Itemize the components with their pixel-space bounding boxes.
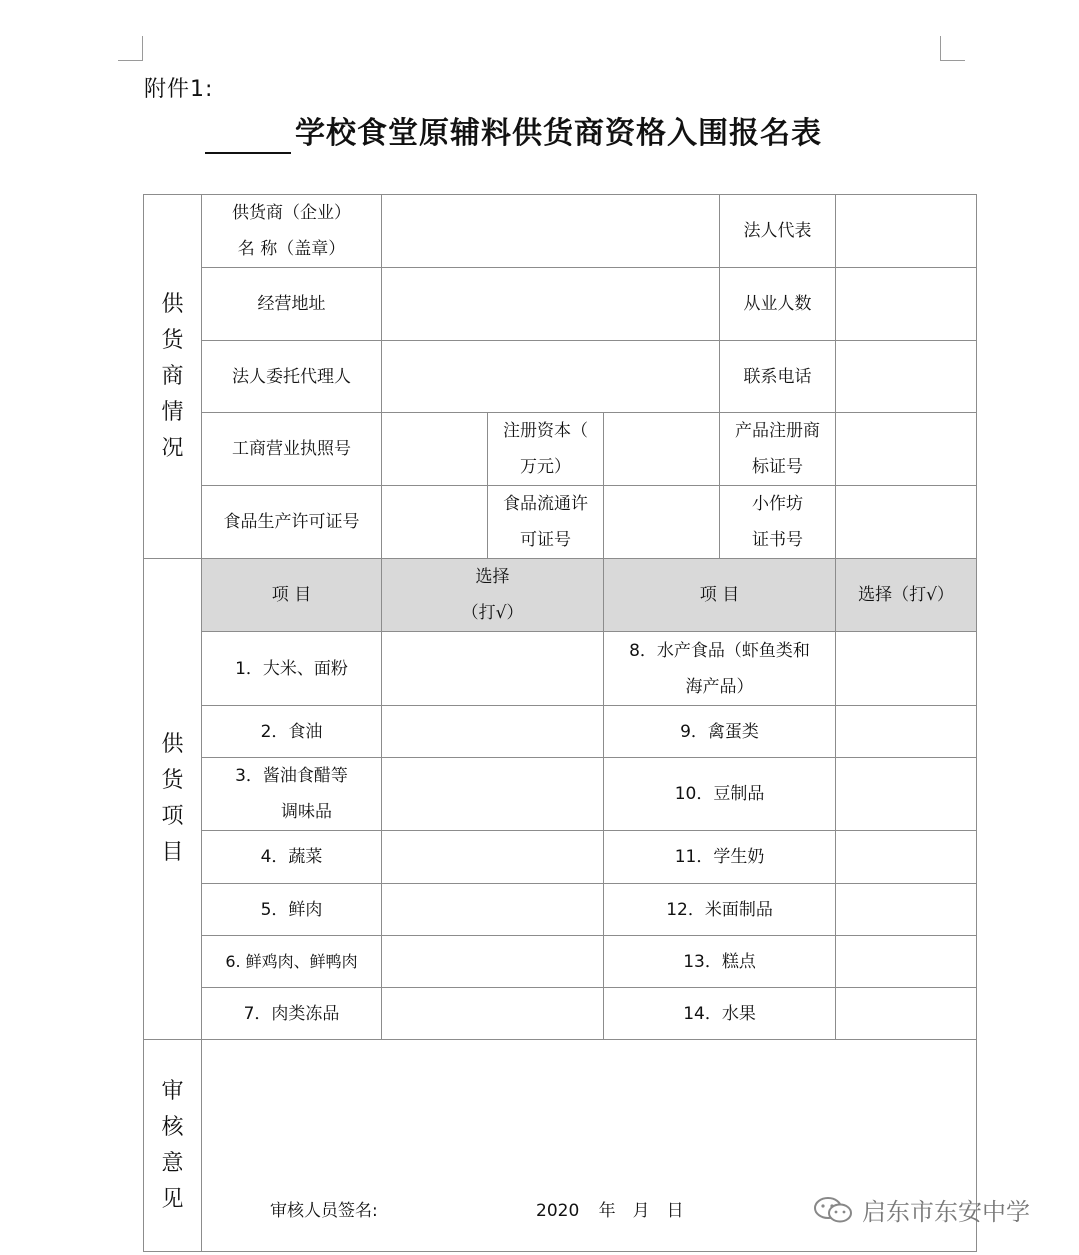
column-header-item: 项 目 [202, 559, 382, 632]
column-header-item-2: 项 目 [604, 559, 836, 632]
workshop-cert-field[interactable] [836, 486, 977, 559]
agent-label: 法人委托代理人 [202, 341, 382, 413]
item-label: 4．蔬菜 [202, 831, 382, 884]
title-row [205, 110, 822, 154]
phone-label: 联系电话 [720, 341, 836, 413]
food-circ-license-label: 食品流通许 可证号 [488, 486, 604, 559]
item-label: 14．水果 [604, 988, 836, 1040]
reg-capital-label: 注册资本（ 万元） [488, 413, 604, 486]
item-select-cell[interactable] [836, 632, 977, 706]
food-prod-license-field[interactable] [382, 486, 488, 559]
item-select-cell[interactable] [836, 831, 977, 884]
food-prod-license-label: 食品生产许可证号 [202, 486, 382, 559]
item-label: 2．食油 [202, 706, 382, 758]
item-select-cell[interactable] [382, 884, 604, 936]
item-select-cell[interactable] [382, 936, 604, 988]
workshop-cert-label: 小作坊 证书号 [720, 486, 836, 559]
item-select-cell[interactable] [382, 758, 604, 831]
audit-date: 2020 年 月 日 [536, 1201, 684, 1221]
wechat-icon [812, 1195, 856, 1225]
item-select-cell[interactable] [836, 936, 977, 988]
item-label: 5．鲜肉 [202, 884, 382, 936]
item-select-cell[interactable] [382, 706, 604, 758]
item-label: 10．豆制品 [604, 758, 836, 831]
item-label: 8．水产食品（虾鱼类和 海产品） [604, 632, 836, 706]
food-circ-license-field[interactable] [604, 486, 720, 559]
title-blank-line [205, 118, 291, 154]
item-label: 12．米面制品 [604, 884, 836, 936]
page-title: 学校食堂原辅料供货商资格入围报名表 [295, 116, 822, 151]
item-label: 1．大米、面粉 [202, 632, 382, 706]
item-label: 11．学生奶 [604, 831, 836, 884]
item-select-cell[interactable] [382, 831, 604, 884]
company-name-label: 供货商（企业） 名 称（盖章） [202, 195, 382, 268]
item-label: 6. 鲜鸡肉、鲜鸭肉 [202, 936, 382, 988]
item-label: 9．禽蛋类 [604, 706, 836, 758]
legal-rep-field[interactable] [836, 195, 977, 268]
crop-mark-top-right [940, 36, 965, 61]
address-label: 经营地址 [202, 268, 382, 341]
item-select-cell[interactable] [836, 758, 977, 831]
legal-rep-label: 法人代表 [720, 195, 836, 268]
item-select-cell[interactable] [382, 632, 604, 706]
audit-signature-label: 审核人员签名: [270, 1201, 378, 1221]
trademark-field[interactable] [836, 413, 977, 486]
item-select-cell[interactable] [382, 988, 604, 1040]
phone-field[interactable] [836, 341, 977, 413]
section-label-items: 供 货 项 目 [144, 559, 202, 1040]
address-field[interactable] [382, 268, 720, 341]
staff-count-label: 从业人数 [720, 268, 836, 341]
license-no-field[interactable] [382, 413, 488, 486]
registration-form-table [143, 194, 977, 1252]
reg-capital-field[interactable] [604, 413, 720, 486]
crop-mark-top-left [118, 36, 143, 61]
attachment-label: 附件1: [144, 77, 214, 102]
watermark-text: 启东市东安中学 [862, 1198, 1030, 1226]
item-label: 7．肉类冻品 [202, 988, 382, 1040]
item-label: 3．酱油食醋等 调味品 [202, 758, 382, 831]
item-select-cell[interactable] [836, 884, 977, 936]
license-no-label: 工商营业执照号 [202, 413, 382, 486]
watermark [812, 1192, 1030, 1227]
item-select-cell[interactable] [836, 988, 977, 1040]
section-label-supplier: 供 货 商 情 况 [144, 195, 202, 559]
section-label-audit: 审 核 意 见 [144, 1040, 202, 1252]
column-header-select-2: 选择（打√） [836, 559, 977, 632]
company-name-field[interactable] [382, 195, 720, 268]
trademark-label: 产品注册商 标证号 [720, 413, 836, 486]
item-select-cell[interactable] [836, 706, 977, 758]
staff-count-field[interactable] [836, 268, 977, 341]
column-header-select: 选择 （打√） [382, 559, 604, 632]
agent-field[interactable] [382, 341, 720, 413]
item-label: 13．糕点 [604, 936, 836, 988]
